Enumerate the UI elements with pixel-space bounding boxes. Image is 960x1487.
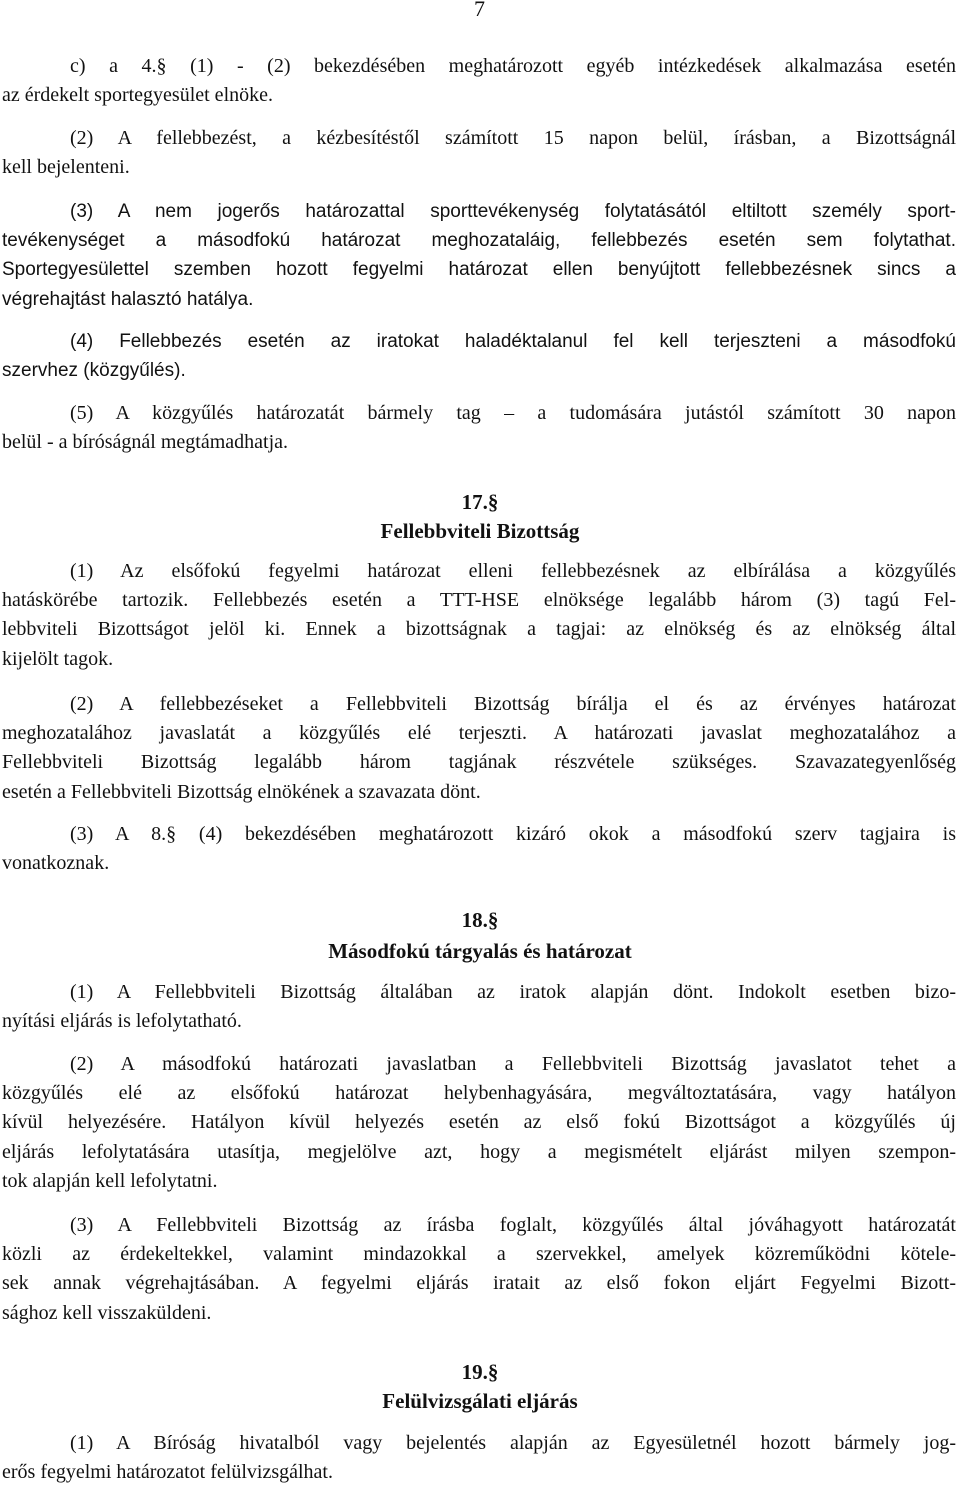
text-line: (3) A nem jogerős határozattal sporttevékenység folytatásától eltiltott személy sport- [70, 201, 956, 222]
page-number: 7 [474, 0, 485, 21]
section-18-title: Másodfokú tárgyalás és határozat [328, 939, 632, 963]
text-line: lebbviteli Bizottságot jelöl ki. Ennek a bizottságnak a tagjai: az elnökség és az elnökség által [2, 618, 956, 641]
text-line: végrehajtást halasztó hatálya. [2, 288, 254, 310]
text-line: vonatkoznak. [2, 852, 110, 875]
text-line: kívül helyezésére. Hatályon kívül helyezés esetén az első fokú Bizottságot a közgyűlés új [2, 1111, 956, 1134]
text-line: kijelölt tagok. [2, 647, 114, 670]
text-line: tevékenységet a másodfokú határozat meghozataláig, fellebbezés esetén sem folytathat. [2, 230, 956, 252]
paragraph-16-2 [2, 124, 956, 182]
text-line: erős fegyelmi határozatot felülvizsgálhat. [2, 1461, 333, 1484]
text-line: (2) A fellebbezést, a kézbesítéstől számított 15 napon belül, írásban, a Bizottságnál [70, 127, 956, 149]
text-line: tok alapján kell lefolytatni. [2, 1169, 218, 1192]
text-line: (5) A közgyűlés határozatát bármely tag – a tudomására jutástól számított 30 napon [70, 402, 956, 424]
paragraph-16-4 [2, 327, 956, 385]
text-line: közgyűlés elé az elsőfokú határozat helybenhagyására, megváltoztatására, vagy hatályon [2, 1082, 956, 1105]
text-line: (3) A Fellebbviteli Bizottság az írásba foglalt, közgyűlés által jóváhagyott határozatát [70, 1214, 956, 1236]
text-line: (2) A másodfokú határozati javaslatban a Fellebbviteli Bizottság javaslatot tehet a [70, 1053, 956, 1075]
text-line: eljárás lefolytatására utasítja, megjelölve azt, hogy a megismételt eljárást milyen szempon- [2, 1140, 956, 1163]
text-line: c) a 4.§ (1) - (2) bekezdésében meghatározott egyéb intézkedések alkalmazása esetén [70, 55, 956, 77]
text-line: közli az érdekeltekkel, valamint mindazokkal a szervekkel, amelyek közreműködni kötele- [2, 1243, 956, 1266]
section-19-number: 19.§ [461, 1360, 499, 1384]
text-line: meghozatalához javaslatát a közgyűlés elé terjeszti. A határozati javaslat meghozatalához a [2, 722, 956, 745]
text-line: esetén a Fellebbviteli Bizottság elnökének a szavazata dönt. [2, 780, 481, 803]
paragraph-16-3 [2, 197, 956, 314]
paragraph-18-1 [2, 978, 956, 1036]
text-line: Fellebbviteli Bizottság legalább három tagjának részvétele szükséges. Szavazategyenlőség [2, 751, 956, 774]
text-line: belül - a bíróságnál megtámadhatja. [2, 431, 289, 454]
text-line: sek annak végrehajtásában. A fegyelmi eljárás iratait az első fokon eljárt Fegyelmi Bizott- [2, 1272, 956, 1295]
paragraph-19-1 [2, 1429, 956, 1487]
text-line: sághoz kell visszaküldeni. [2, 1301, 212, 1324]
paragraph-17-3 [2, 820, 956, 878]
text-line: (3) A 8.§ (4) bekezdésében meghatározott kizáró okok a másodfokú szerv tagjaira is [70, 823, 956, 845]
paragraph-18-3 [2, 1211, 956, 1328]
text-line: (4) Fellebbezés esetén az iratokat haladéktalanul fel kell terjeszteni a másodfokú [70, 331, 956, 352]
paragraph-17-1 [2, 557, 956, 674]
paragraph-17-2 [2, 690, 956, 807]
text-line: nyítási eljárás is lefolytatható. [2, 1010, 242, 1033]
section-18-number: 18.§ [461, 908, 499, 932]
section-19-title: Felülvizsgálati eljárás [382, 1389, 578, 1413]
section-17-number: 17.§ [461, 490, 499, 514]
paragraph-16-5 [2, 399, 956, 457]
text-line: (1) A Fellebbviteli Bizottság általában az iratok alapján dönt. Indokolt esetben bizo- [70, 981, 956, 1003]
text-line: hatáskörébe tartozik. Fellebbezés esetén a TTT-HSE elnöksége legalább három (3) tagú Fel- [2, 589, 956, 612]
paragraph-16-3-c [2, 52, 956, 110]
text-line: (2) A fellebbezéseket a Fellebbviteli Bizottság bírálja el és az érvényes határozat [70, 693, 956, 715]
section-17-title: Fellebbviteli Bizottság [380, 519, 580, 543]
text-line: (1) Az elsőfokú fegyelmi határozat elleni fellebbezésnek az elbírálása a közgyűlés [70, 560, 956, 582]
text-line: (1) A Bíróság hivatalból vagy bejelentés alapján az Egyesületnél hozott bármely jog- [70, 1432, 956, 1454]
text-line: az érdekelt sportegyesület elnöke. [2, 84, 273, 107]
paragraph-18-2 [2, 1050, 956, 1196]
text-line: Sportegyesülettel szemben hozott fegyelmi határozat ellen benyújtott fellebbezésnek sincs a [2, 259, 956, 281]
text-line: szervhez (közgyűlés). [2, 360, 186, 382]
text-line: kell bejelenteni. [2, 156, 130, 179]
